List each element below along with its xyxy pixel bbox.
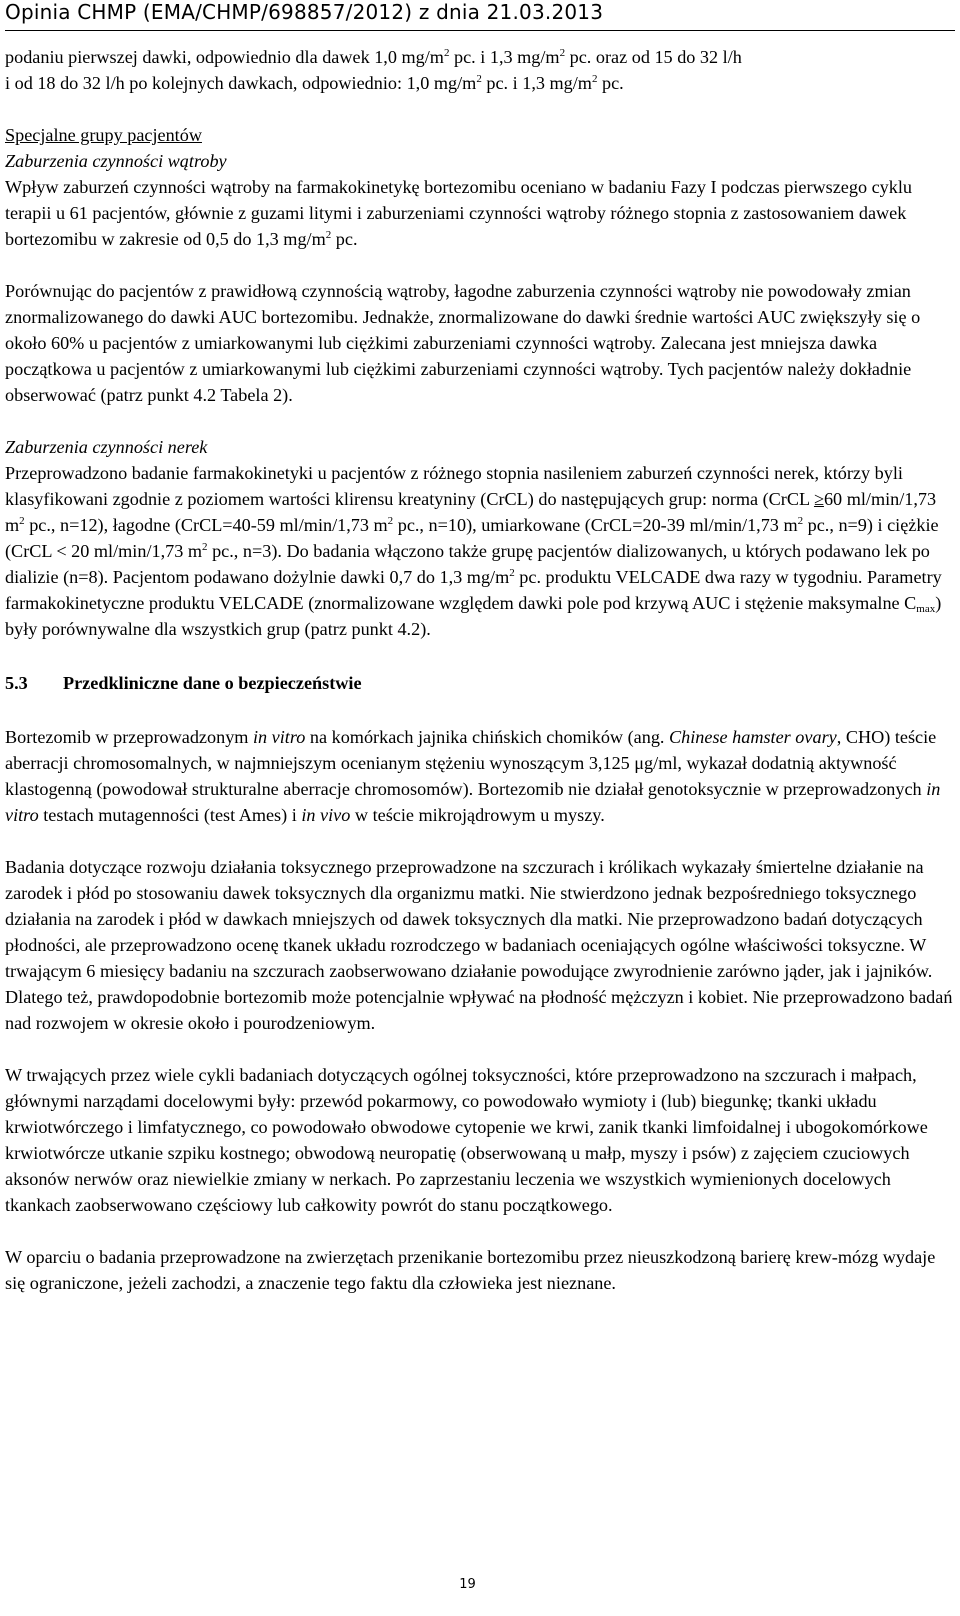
preclinical-paragraph-2: Badania dotyczące rozwoju działania toksycznego przeprowadzone na szczurach i królikach wykazały śmiertelne działanie na zarodek i płód po stosowaniu dawek toksycznych dla organizmu matki. Nie stwierdzono jednak bezpośredniego toksycznego działania na zarodek i płód w dawkach mniejszych od dawek toksycznych dla matki. Nie przeprowadzono badań dotyczących płodności, ale przeprowadzono ocenę tkanek układu rozrodczego w badaniach oceniających ogólne właściwości toksyczne. W trwającym 6 miesięcy badaniu na szczurach zaobserwowano działanie powodujące zwyrodnienie zarówno jąder, jak i jajników. Dlatego też, prawdopodobnie bortezomib może potencjalnie wpływać na płodność mężczyzn i kobiet. Nie przeprowadzono badań nad rozwojem w okresie około i pourodzeniowym. xyxy=(5,857,953,1033)
intro-line-2: i od 18 do 32 l/h po kolejnych dawkach, odpowiednio: 1,0 $mg/m^2$ pc. i 1,3 $mg/m^2$ pc. xyxy=(5,73,624,93)
preclinical-paragraph-4: W oparciu o badania przeprowadzone na zwierzętach przenikanie bortezomibu przez nieuszkodzoną barierę krew-mózg wydaje się ograniczone, jeżeli zachodzi, a znaczenie tego faktu dla człowieka jest nieznane. xyxy=(5,1247,936,1293)
special-groups-heading: Specjalne grupy pacjentów xyxy=(5,125,202,145)
kidney-paragraph: Przeprowadzono badanie farmakokinetyki u pacjentów z różnego stopnia nasileniem zaburzeń czynności nerek, którzy byli klasyfikowani zgodnie z poziomem wartości klirensu kreatyniny (CrCL) do następujących grup: norma (CrCL ≥60 ml/min/1,73 $m^2$ pc., n=12), łagodne (CrCL=40-59 ml/min/1,73 $m^2$ pc., n=10), umiarkowane (CrCL=20-39 ml/min/1,73 $m^2$ pc., n=9) i ciężkie (CrCL < 20 ml/min/1,73 $m^2$ pc., n=3). Do badania włączono także grupę pacjentów dializowanych, u których podawano lek po dializie (n=8). Pacjentom podawano dożylnie dawki 0,7 do 1,3 $mg/m^2$ pc. produktu VELCADE dwa razy w tygodniu. Parametry farmakokinetyczne produktu VELCADE (znormalizowane względem dawki pole pod krzywą AUC i stężenie maksymalne $C_{max}$) były porównywalne dla wszystkich grup (patrz punkt 4.2). xyxy=(5,463,942,639)
intro-line-1: podaniu pierwszej dawki, odpowiednio dla dawek 1,0 $mg/m^2$ pc. i 1,3 $mg/m^2$ pc. oraz od 15 do 32 l/h xyxy=(5,47,742,67)
section-5-3-heading: 5.3 Przedkliniczne dane o bezpieczeństwie xyxy=(5,673,362,693)
preclinical-paragraph-1: Bortezomib w przeprowadzonym in vitro na komórkach jajnika chińskich chomików (ang. Chinese hamster ovary, CHO) teście aberracji chromosomalnych, w najmniejszym ocenianym stężeniu wynoszącym 3,125 μg/ml, wykazał dodatnią aktywność klastogenną (powodował strukturalne aberracje chromosomów). Bortezomib nie działał genotoksycznie w przeprowadzonych in vitro testach mutagenności (test Ames) i in vivo w teście mikrojądrowym u myszy. xyxy=(5,727,941,825)
liver-paragraph-2: Porównując do pacjentów z prawidłową czynnością wątroby, łagodne zaburzenia czynności wątroby nie powodowały zmian znormalizowanego do dawki AUC bortezomibu. Jednakże, znormalizowane do dawki średnie wartości AUC zwiększyły się o około 60% u pacjentów z umiarkowanymi lub ciężkimi zaburzeniami czynności wątroby. Zalecana jest mniejsza dawka początkowa u pacjentów z umiarkowanymi lub ciężkimi zaburzeniami czynności wątroby. Tych pacjentów należy dokładnie obserwować (patrz punkt 4.2 Tabela 2). xyxy=(5,281,921,405)
liver-impairment-heading: Zaburzenia czynności wątroby xyxy=(5,151,227,171)
document-body xyxy=(5,44,955,1296)
kidney-impairment-heading: Zaburzenia czynności nerek xyxy=(5,437,208,457)
document-header: Opinia CHMP (EMA/CHMP/698857/2012) z dnia 21.03.2013 xyxy=(5,0,604,24)
preclinical-paragraph-3: W trwających przez wiele cykli badaniach dotyczących ogólnej toksyczności, które przeprowadzono na szczurach i małpach, głównymi narządami docelowymi były: przewód pokarmowy, co powodowało wymioty i (lub) biegunkę; tkanki układu krwiotwórczego i limfatycznego, co powodowało obwodowe cytopenie we krwi, zanik tkanki limfoidalnej i ubogokomórkowe krwiotwórcze utkanie szpiku kostnego; obwodową neuropatię (obserwowaną u małp, myszy i psów) z zajęciem czuciowych aksonów nerwów oraz niewielkie zmiany w nerkach. Po zaprzestaniu leczenia we wszystkich wymienionych docelowych tkankach zaobserwowano częściowy lub całkowity powrót do stanu początkowego. xyxy=(5,1065,928,1215)
header-rule xyxy=(5,30,955,31)
liver-paragraph-1: Wpływ zaburzeń czynności wątroby na farmakokinetykę bortezomibu oceniano w badaniu Fazy I podczas pierwszego cyklu terapii u 61 pacjentów, głównie z guzami litymi i zaburzeniami czynności wątroby różnego stopnia z zastosowaniem dawek bortezomibu w zakresie od 0,5 do 1,3 $mg/m^2$ pc. xyxy=(5,177,913,249)
page-number: 19 xyxy=(459,1577,476,1592)
